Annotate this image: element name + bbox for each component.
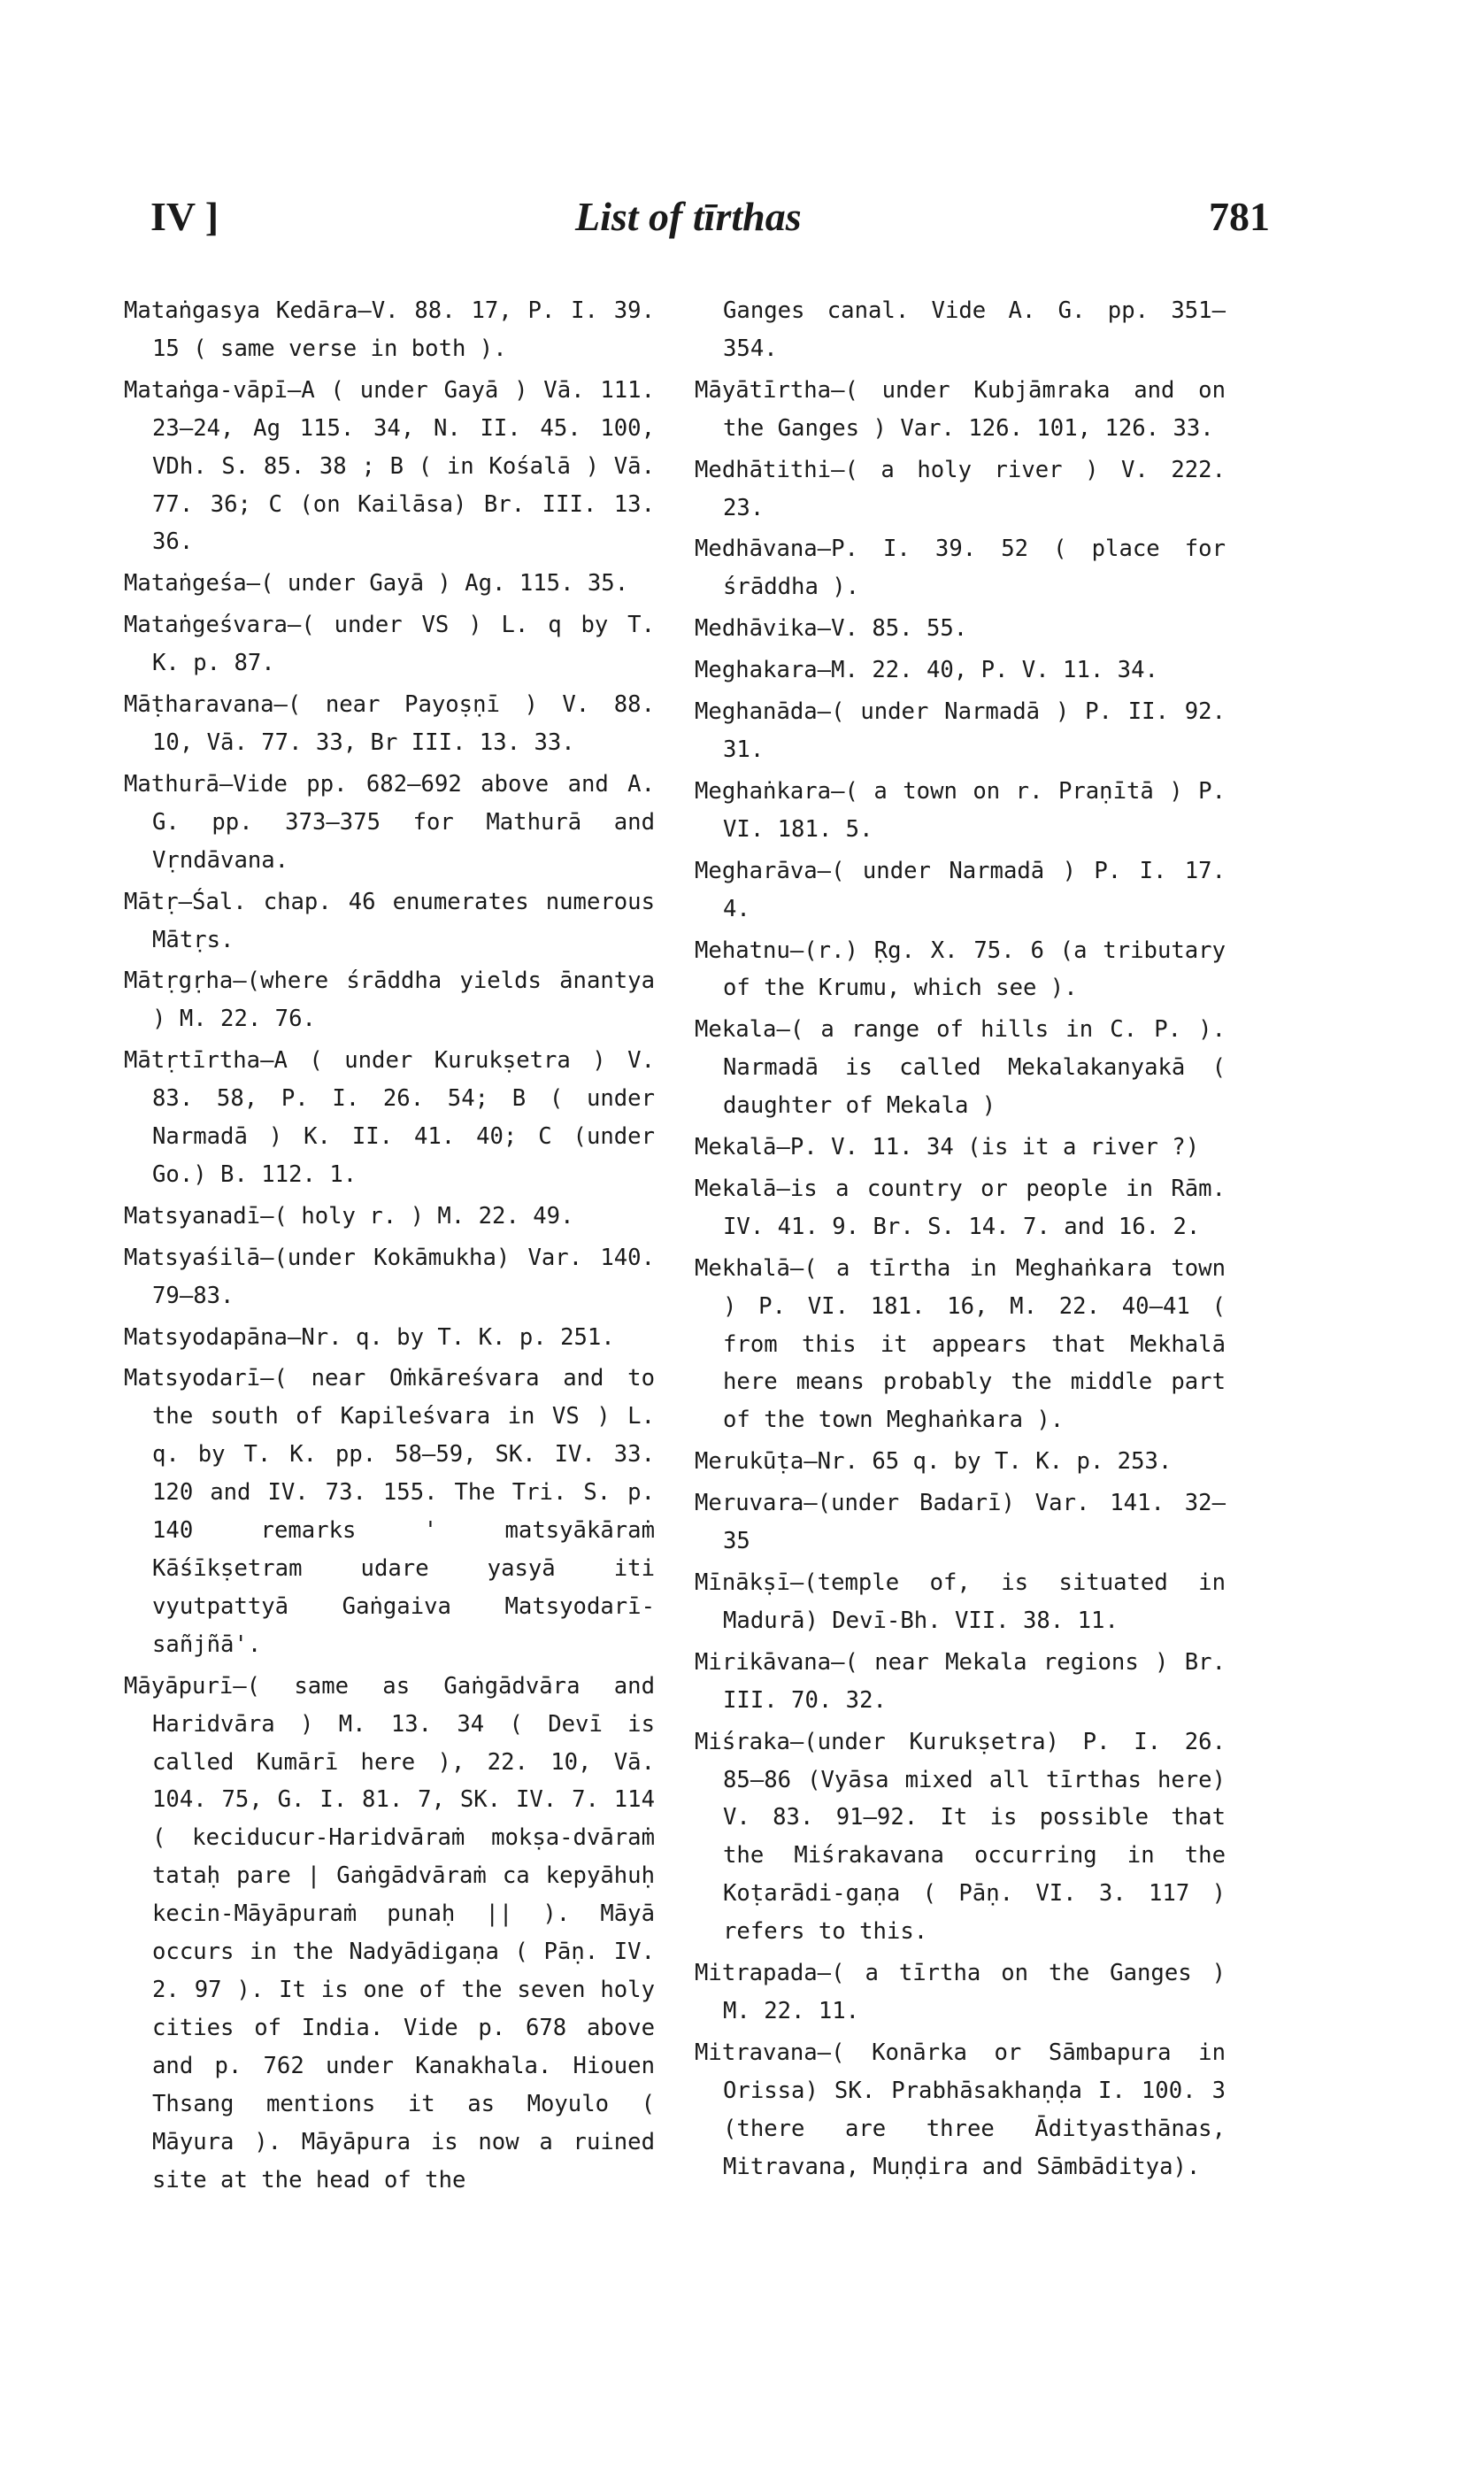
entry-matangesa: Mataṅgeśa—( under Gayā ) Ag. 115. 35. <box>124 570 629 597</box>
entry-matsyodapana: Matsyodapāna—Nr. q. by T. K. p. 251. <box>124 1323 615 1351</box>
entry-meghakara: Meghakara—M. 22. 40, P. V. 11. 34. <box>695 657 1158 684</box>
entry-matangasya-kedara: Mataṅgasya Kedāra—V. 88. 17, P. I. 39. 15 ( same verse in both ). <box>124 297 655 362</box>
entry-matharavana: Māṭharavana—( near Payoṣṇī ) V. 88. 10, Vā. 77. 33, Br III. 13. 33. <box>124 691 655 756</box>
entry-mayapuri: Māyāpurī—( same as Gaṅgādvāra and Haridvāra ) M. 13. 34 ( Devī is called Kumārī here ), 22. 10, Vā. 104. 75, G. I. 81. 7, SK. IV. 7. 114 ( keciducur-Haridvāraṁ mokṣa-dvāraṁ tataḥ pare | Gaṅgādvāraṁ ca kepyāhuḥ kecin-Māyāpuraṁ punaḥ || ). Māyā occurs in the Nadyādigaṇa ( Pāṇ. IV. 2. 97 ). It is one of the seven holy cities of India. Vide p. 678 above and p. 762 under Kanakhala. Hiouen Thsang mentions it as Moyulo ( Māyura ). Māyāpura is now a ruined site at the head of the <box>124 1672 655 2193</box>
page-header <box>150 193 1270 255</box>
entry-matsyasila: Matsyaśilā—(under Kokāmukha) Var. 140. 79–83. <box>124 1244 655 1309</box>
entry-medhavika: Medhāvika—V. 85. 55. <box>695 615 968 643</box>
entry-matrtirtha: Mātṛtīrtha—A ( under Kurukṣetra ) V. 83. 58, P. I. 26. 54; B ( under Narmadā ) K. II. 41. 40; C (under Go.) B. 112. 1. <box>124 1047 655 1188</box>
left-column <box>124 292 655 2202</box>
entry-mitravana: Mitravana—( Konārka or Sāmbapura in Orissa) SK. Prabhāsakhaṇḍa I. 100. 3 (there are three Ādityasthānas, Mitravana, Muṇḍira and Sāmbāditya). <box>695 2039 1226 2180</box>
right-column <box>695 292 1226 2190</box>
entry-minaksi: Mīnākṣī—(temple of, is situated in Madurā) Devī-Bh. VII. 38. 11. <box>695 1569 1226 1634</box>
entry-megharava: Megharāva—( under Narmadā ) P. I. 17. 4. <box>695 857 1226 922</box>
entry-continuation: Ganges canal. Vide A. G. pp. 351–354. <box>723 297 1226 362</box>
entry-meghankara: Meghaṅkara—( a town on r. Praṇītā ) P. VI. 181. 5. <box>695 777 1226 843</box>
section-marker: IV ] <box>150 194 219 239</box>
entry-misraka: Miśraka—(under Kurukṣetra) P. I. 26. 85–86 (Vyāsa mixed all tīrthas here) V. 83. 91–92. It is possible that the Miśrakavana occurring in the Koṭarādi-gaṇa ( Pāṇ. VI. 3. 117 ) refers to this. <box>695 1728 1226 1946</box>
entry-matr: Mātṛ—Śal. chap. 46 enumerates numerous Mātṛs. <box>124 888 655 953</box>
entry-mirikavana: Mirikāvana—( near Mekala regions ) Br. III. 70. 32. <box>695 1648 1226 1714</box>
page-number: 781 <box>1209 194 1270 239</box>
entry-meruvara: Meruvara—(under Badarī) Var. 141. 32–35 <box>695 1490 1226 1555</box>
running-title: List of tīrthas <box>575 194 802 239</box>
entry-mekala-country: Mekalā—is a country or people in Rām. IV. 41. 9. Br. S. 14. 7. and 16. 2. <box>695 1175 1226 1240</box>
entry-matrgrha: Mātṛgṛha—(where śrāddha yields ānantya ) M. 22. 76. <box>124 968 655 1033</box>
entry-meghanada: Meghanāda—( under Narmadā ) P. II. 92. 31. <box>695 698 1226 763</box>
entry-matangesvara: Mataṅgeśvara—( under VS ) L. q by T. K. p. 87. <box>124 612 655 677</box>
entry-mekala-range: Mekala—( a range of hills in C. P. ). Narmadā is called Mekalakanyakā ( daughter of Mekala ) <box>695 1016 1226 1120</box>
entry-medhatithi: Medhātithi—( a holy river ) V. 222. 23. <box>695 456 1226 521</box>
entry-mehatnu: Mehatnu—(r.) Ṛg. X. 75. 6 (a tributary of the Krumu, which see ). <box>695 937 1226 1002</box>
entry-mayatirtha: Māyātīrtha—( under Kubjāmraka and on the Ganges ) Var. 126. 101, 126. 33. <box>695 376 1226 442</box>
entry-matsyodari: Matsyodarī—( near Oṁkāreśvara and to the south of Kapileśvara in VS ) L. q. by T. K. pp. 58–59, SK. IV. 33. 120 and IV. 73. 155. The Tri. S. p. 140 remarks ' matsyākāraṁ Kāśīkṣetram udare yasyā iti vyutpattyā Gaṅgaiva Matsyodarī-sañjñā'. <box>124 1365 655 1658</box>
entry-mitrapada: Mitrapada—( a tīrtha on the Ganges ) M. 22. 11. <box>695 1960 1226 2024</box>
entry-merukuta: Merukūṭa—Nr. 65 q. by T. K. p. 253. <box>695 1448 1173 1476</box>
entry-mekhala: Mekhalā—( a tīrtha in Meghaṅkara town ) P. VI. 181. 16, M. 22. 40–41 ( from this it appears that Mekhalā here means probably the middle part of the town Meghaṅkara ). <box>695 1254 1226 1434</box>
entry-medhavana: Medhāvana—P. I. 39. 52 ( place for śrāddha ). <box>695 536 1226 601</box>
entry-mekala-river: Mekalā—P. V. 11. 34 (is it a river ?) <box>695 1134 1200 1161</box>
entry-matanga-vapi: Mataṅga-vāpī—A ( under Gayā ) Vā. 111. 23–24, Ag 115. 34, N. II. 45. 100, VDh. S. 85. 38 ; B ( in Kośalā ) Vā. 77. 36; C (on Kailāsa) Br. III. 13. 36. <box>124 376 655 556</box>
entry-mathura: Mathurā—Vide pp. 682–692 above and A. G. pp. 373–375 for Mathurā and Vṛndāvana. <box>124 770 655 874</box>
entry-matsyanadi: Matsyanadī—( holy r. ) M. 22. 49. <box>124 1202 574 1230</box>
